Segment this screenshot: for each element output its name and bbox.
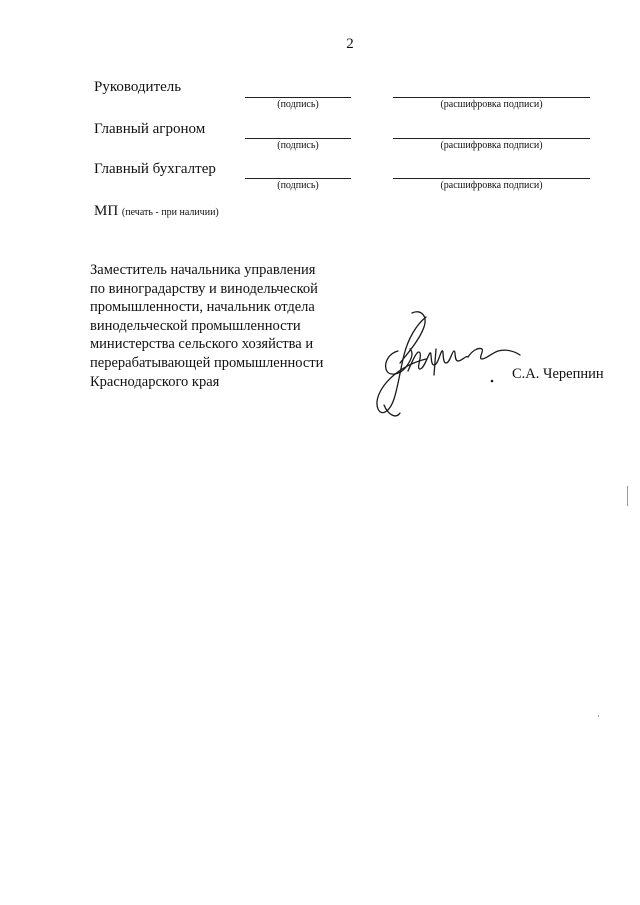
page-number: 2 — [346, 36, 354, 52]
stamp-note: (печать - при наличии) — [121, 207, 219, 218]
name-decode-line — [393, 178, 590, 179]
stamp-label — [94, 203, 219, 220]
name-decode-line — [393, 97, 590, 98]
scan-artifact — [627, 486, 628, 506]
signature-line — [245, 178, 351, 179]
signature-line — [245, 97, 351, 98]
signature-line — [245, 138, 351, 139]
signer-position: Заместитель начальника управления по виноградарству и винодельческой промышленности, начальник отдела винодельческой промышленности министерства сельского хозяйства и перерабатывающей промышленности Краснодарского края — [90, 262, 324, 390]
signer-name: С.А. Черепнин — [512, 366, 604, 382]
role-label-chief-agronomist: Главный агроном — [94, 121, 206, 137]
signature-caption: (подпись) — [277, 180, 319, 191]
stamp-abbrev: МП — [94, 203, 119, 219]
signature-caption: (подпись) — [277, 140, 319, 151]
scan-artifact — [598, 715, 599, 717]
role-label-director: Руководитель — [94, 79, 182, 95]
name-decode-caption: (расшифровка подписи) — [440, 140, 543, 151]
name-decode-line — [393, 138, 590, 139]
handwritten-signature — [368, 305, 538, 425]
name-decode-caption: (расшифровка подписи) — [440, 180, 543, 191]
signature-caption: (подпись) — [277, 99, 319, 110]
role-label-chief-accountant: Главный бухгалтер — [94, 161, 216, 177]
name-decode-caption: (расшифровка подписи) — [440, 99, 543, 110]
